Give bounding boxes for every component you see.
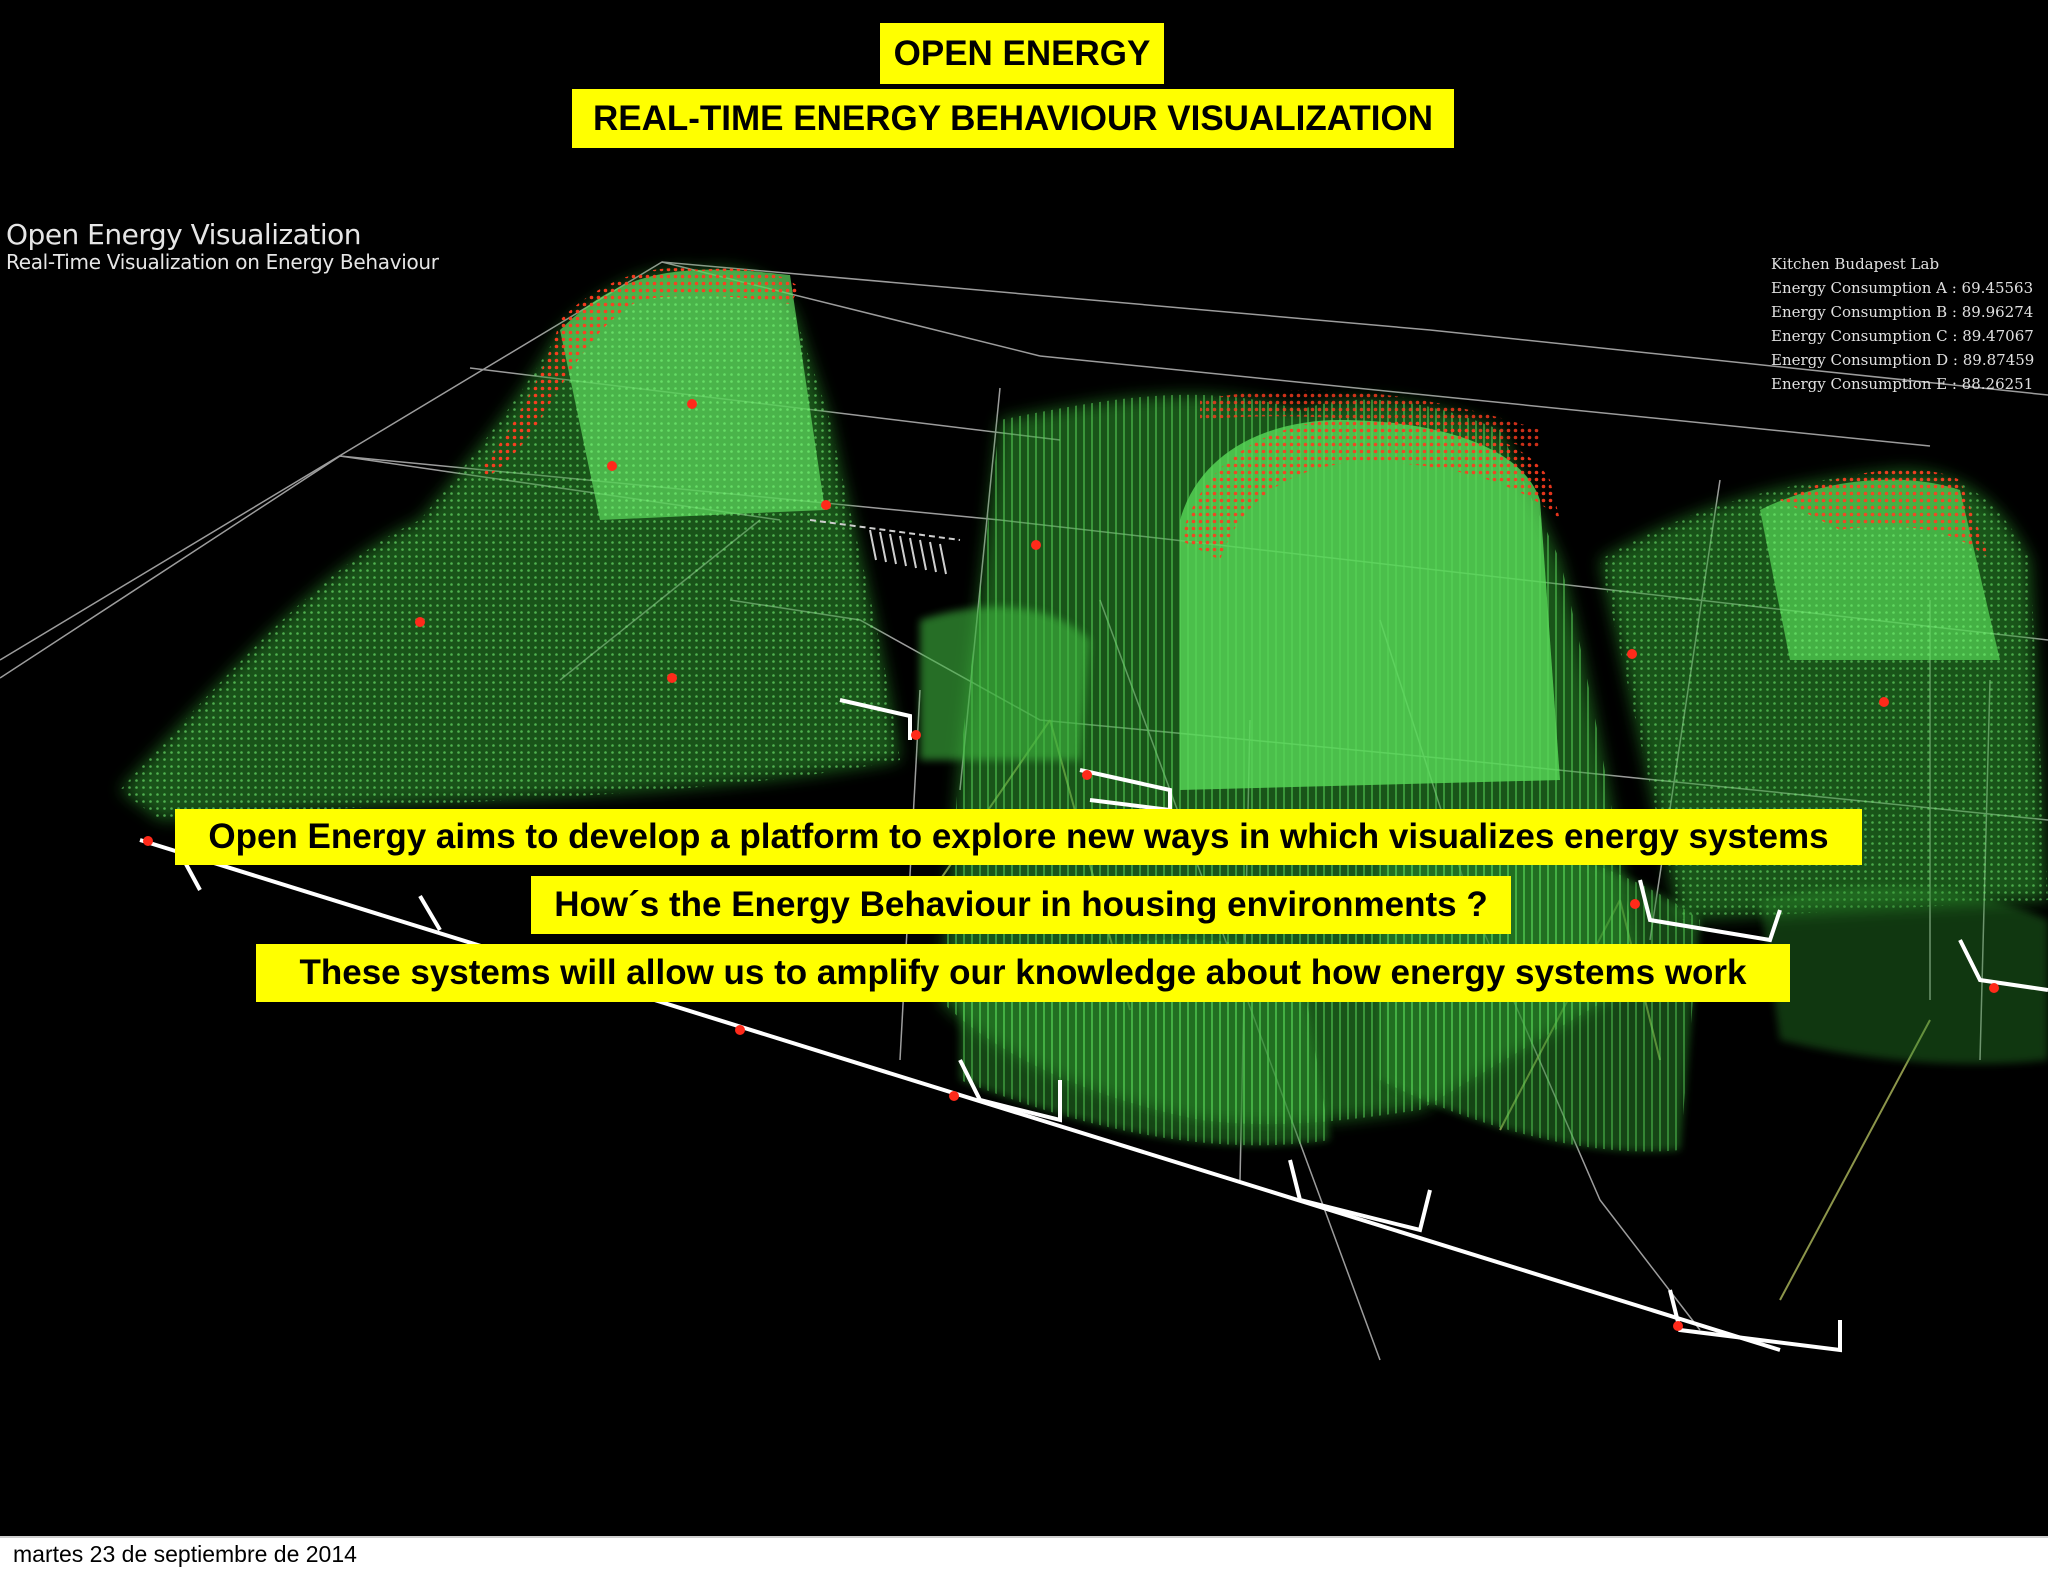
caption-platform: Open Energy aims to develop a platform to explore new ways in which visualizes energy systems xyxy=(175,809,1862,865)
slide-title: OPEN ENERGY xyxy=(880,23,1164,84)
energy-consumption-e: Energy Consumption E : 88.26251 xyxy=(1771,375,2034,393)
energy-mesh xyxy=(120,269,2048,1152)
lab-readings-panel xyxy=(1771,252,2034,396)
footer-date: martes 23 de septiembre de 2014 xyxy=(13,1541,357,1567)
energy-consumption-b: Energy Consumption B : 89.96274 xyxy=(1771,303,2034,321)
visualization-title: Open Energy Visualization xyxy=(6,218,361,251)
caption-knowledge: These systems will allow us to amplify our knowledge about how energy systems work xyxy=(256,944,1790,1002)
slide-subtitle: REAL-TIME ENERGY BEHAVIOUR VISUALIZATION xyxy=(572,89,1454,148)
energy-consumption-d: Energy Consumption D : 89.87459 xyxy=(1771,351,2035,369)
lab-name: Kitchen Budapest Lab xyxy=(1771,255,1940,273)
visualization-subtitle: Real-Time Visualization on Energy Behaviour xyxy=(6,250,439,274)
caption-question: How´s the Energy Behaviour in housing environments ? xyxy=(531,876,1511,934)
energy-consumption-c: Energy Consumption C : 89.47067 xyxy=(1771,327,2034,345)
energy-consumption-a: Energy Consumption A : 69.45563 xyxy=(1771,279,2034,297)
footer-divider xyxy=(0,1536,2048,1538)
